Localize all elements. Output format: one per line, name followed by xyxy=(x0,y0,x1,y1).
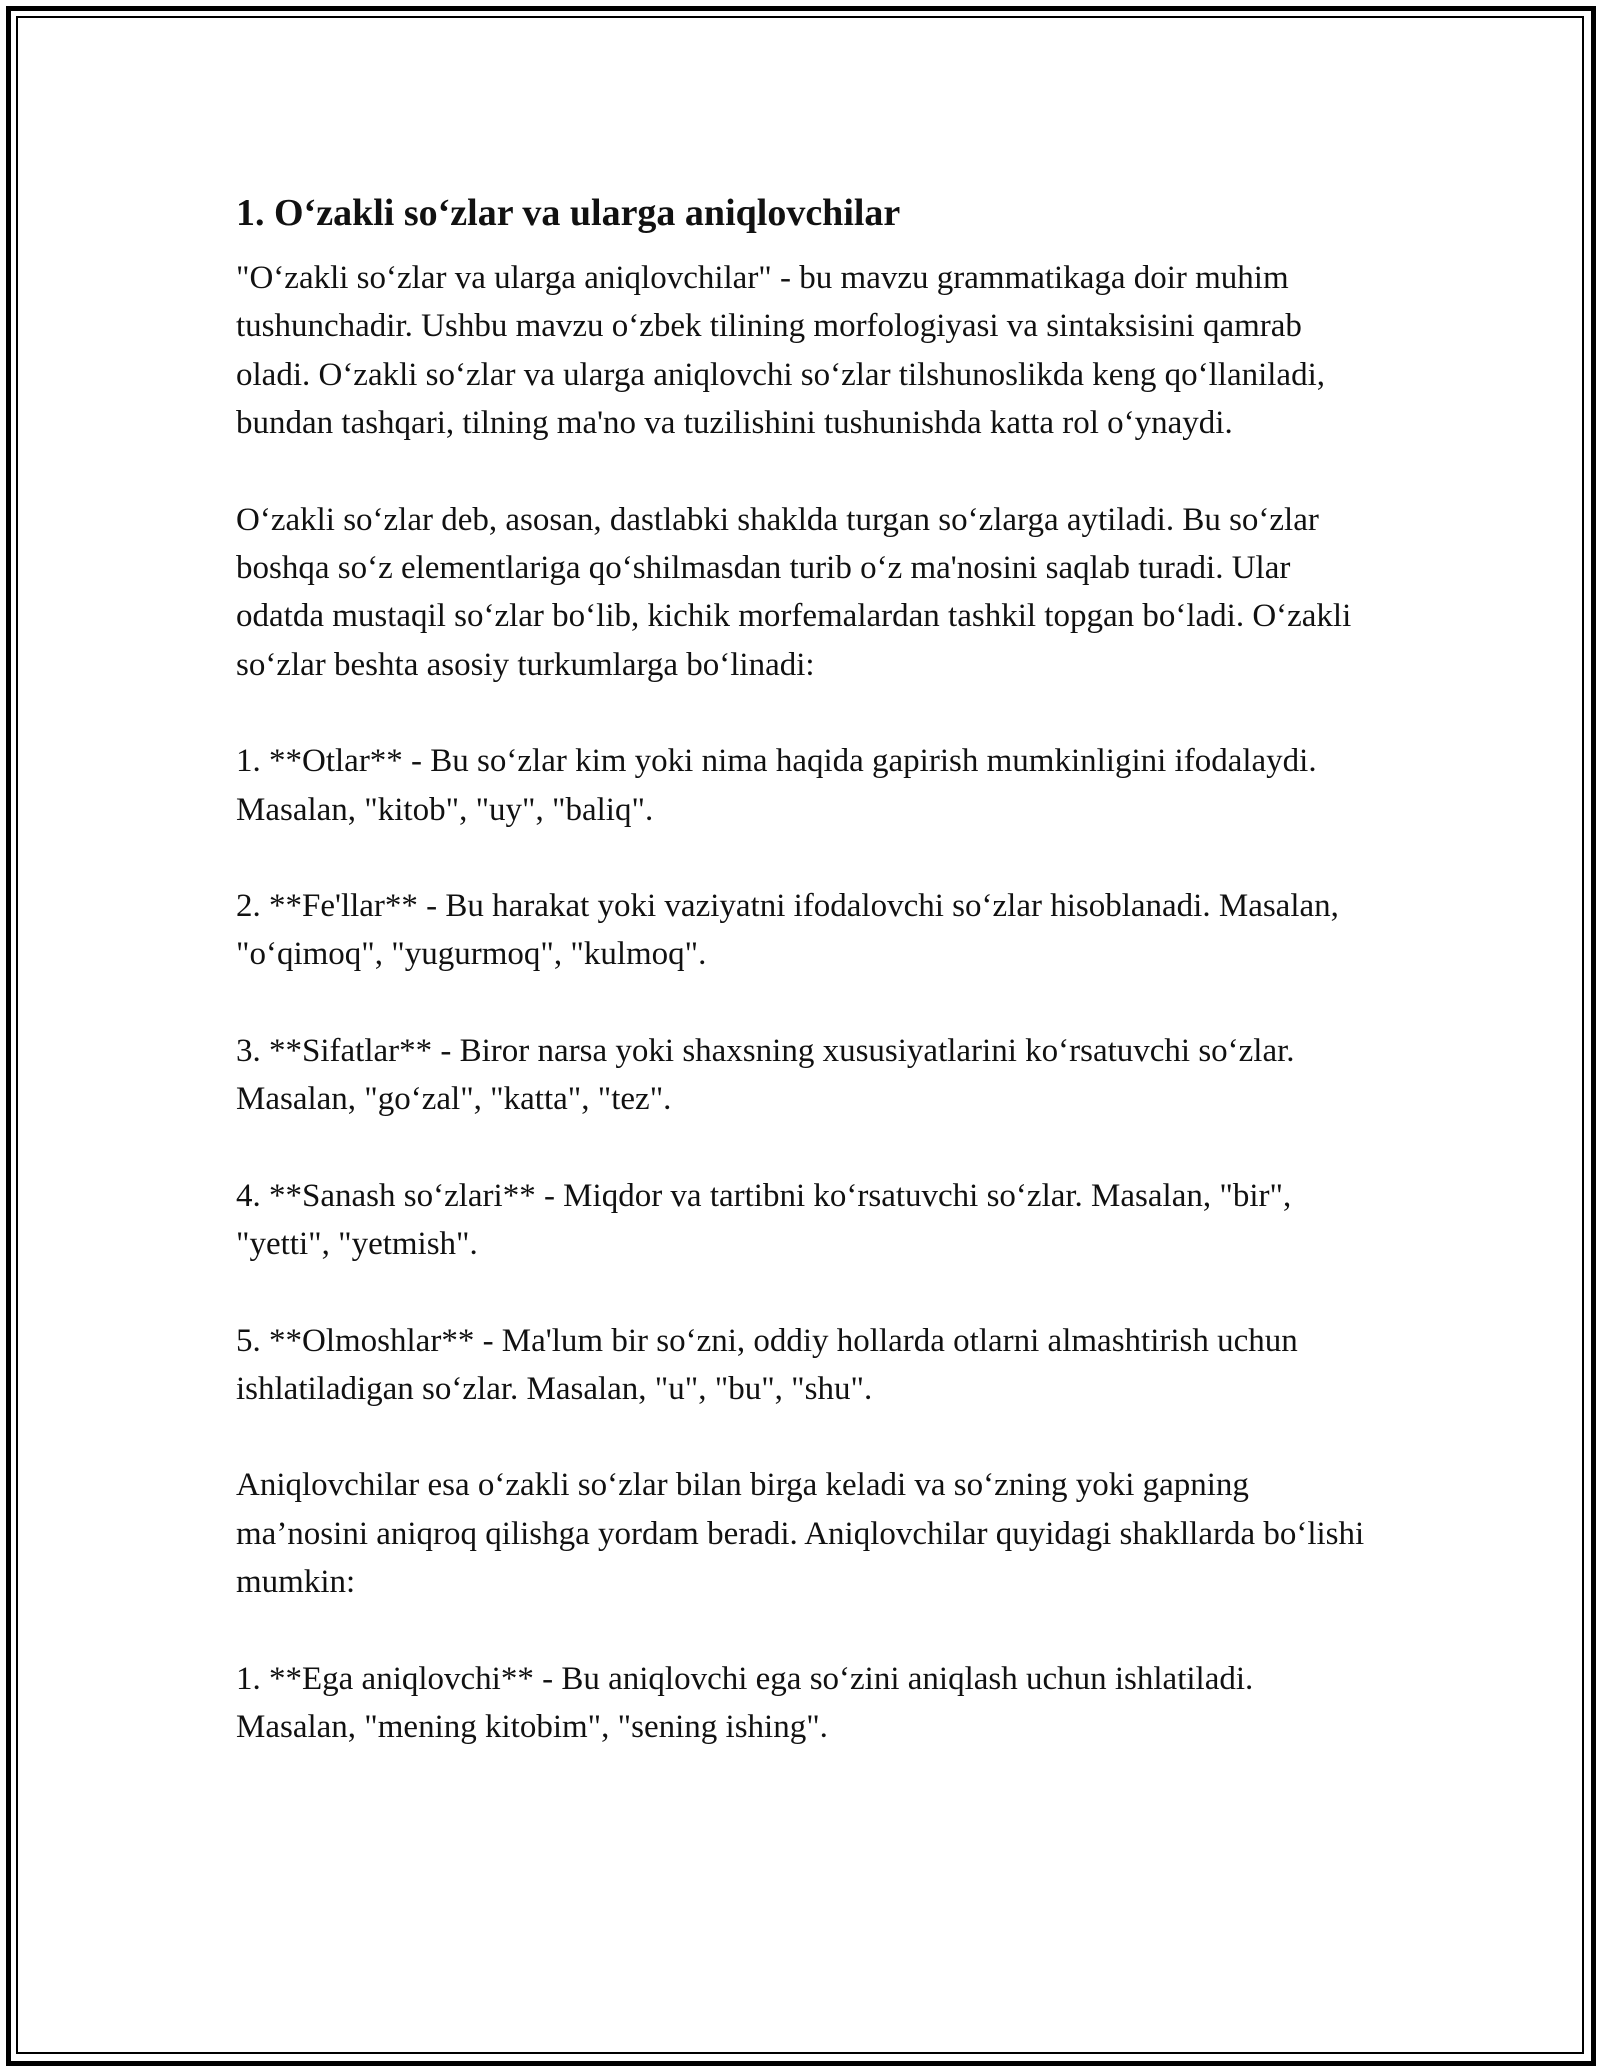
spacer xyxy=(236,979,1376,1027)
list-item-olmoshlar: 5. **Olmoshlar** - Ma'lum bir so‘zni, oddiy hollarda otlarni almashtirish uchun ishlatiladigan so‘zlar. Masalan, "u", "bu", "shu". xyxy=(236,1322,1298,1407)
paragraph-intro: "O‘zakli so‘zlar va ularga aniqlovchilar" - bu mavzu grammatikaga doir muhim tushunchadir. Ushbu mavzu o‘zbek tilining morfologiyasi va sintaksisini qamrab oladi. O‘zakli so‘zlar va ularga aniqlovchi so‘zlar tilshunoslikda keng qo‘llaniladi, bundan tashqari, tilning ma'no va tuzilishini tushunishda katta rol o‘ynaydi. xyxy=(236,260,1325,442)
list-item-otlar: 1. **Otlar** - Bu so‘zlar kim yoki nima haqida gapirish mumkinligini ifodalaydi. Masalan, "kitob", "uy", "baliq". xyxy=(236,743,1317,828)
document-body xyxy=(236,184,1376,1751)
document-title: 1. O‘zakli so‘zlar va ularga aniqlovchilar xyxy=(236,192,901,234)
list-item-fellar: 2. **Fe'llar** - Bu harakat yoki vaziyatni ifodalovchi so‘zlar hisoblanadi. Masalan, "o‘qimoq", "yugurmoq", "kulmoq". xyxy=(236,888,1339,973)
spacer xyxy=(236,834,1376,882)
spacer xyxy=(236,1124,1376,1172)
spacer xyxy=(236,242,1376,254)
spacer xyxy=(236,448,1376,496)
list-item-sifatlar: 3. **Sifatlar** - Biror narsa yoki shaxsning xususiyatlarini ko‘rsatuvchi so‘zlar. Masalan, "go‘zal", "katta", "tez". xyxy=(236,1032,1295,1118)
spacer xyxy=(236,1413,1376,1461)
paragraph-aniqlovchilar: Aniqlovchilar esa o‘zakli so‘zlar bilan birga keladi va so‘zning yoki gapning ma’nosini aniqroq qilishga yordam beradi. Aniqlovchilar quyidagi shakllarda bo‘lishi mumkin: xyxy=(236,1467,1365,1601)
list-item-ega-aniqlovchi: 1. **Ega aniqlovchi** - Bu aniqlovchi ega so‘zini aniqlash uchun ishlatiladi. Masalan, "mening kitobim", "sening ishing". xyxy=(236,1660,1254,1745)
paragraph-definition: O‘zakli so‘zlar deb, asosan, dastlabki shaklda turgan so‘zlarga aytiladi. Bu so‘zlar boshqa so‘z elementlariga qo‘shilmasdan turib o‘z ma'nosini saqlab turadi. Ular odatda mustaqil so‘zlar bo‘lib, kichik morfemalardan tashkil topgan bo‘ladi. O‘zakli so‘zlar beshta asosiy turkumlarga bo‘linadi: xyxy=(236,501,1352,683)
spacer xyxy=(236,689,1376,737)
list-item-sanash-sozlari: 4. **Sanash so‘zlari** - Miqdor va tartibni ko‘rsatuvchi so‘zlar. Masalan, "bir", "yetti", "yetmish". xyxy=(236,1177,1292,1263)
spacer xyxy=(236,1607,1376,1655)
spacer xyxy=(236,1269,1376,1317)
